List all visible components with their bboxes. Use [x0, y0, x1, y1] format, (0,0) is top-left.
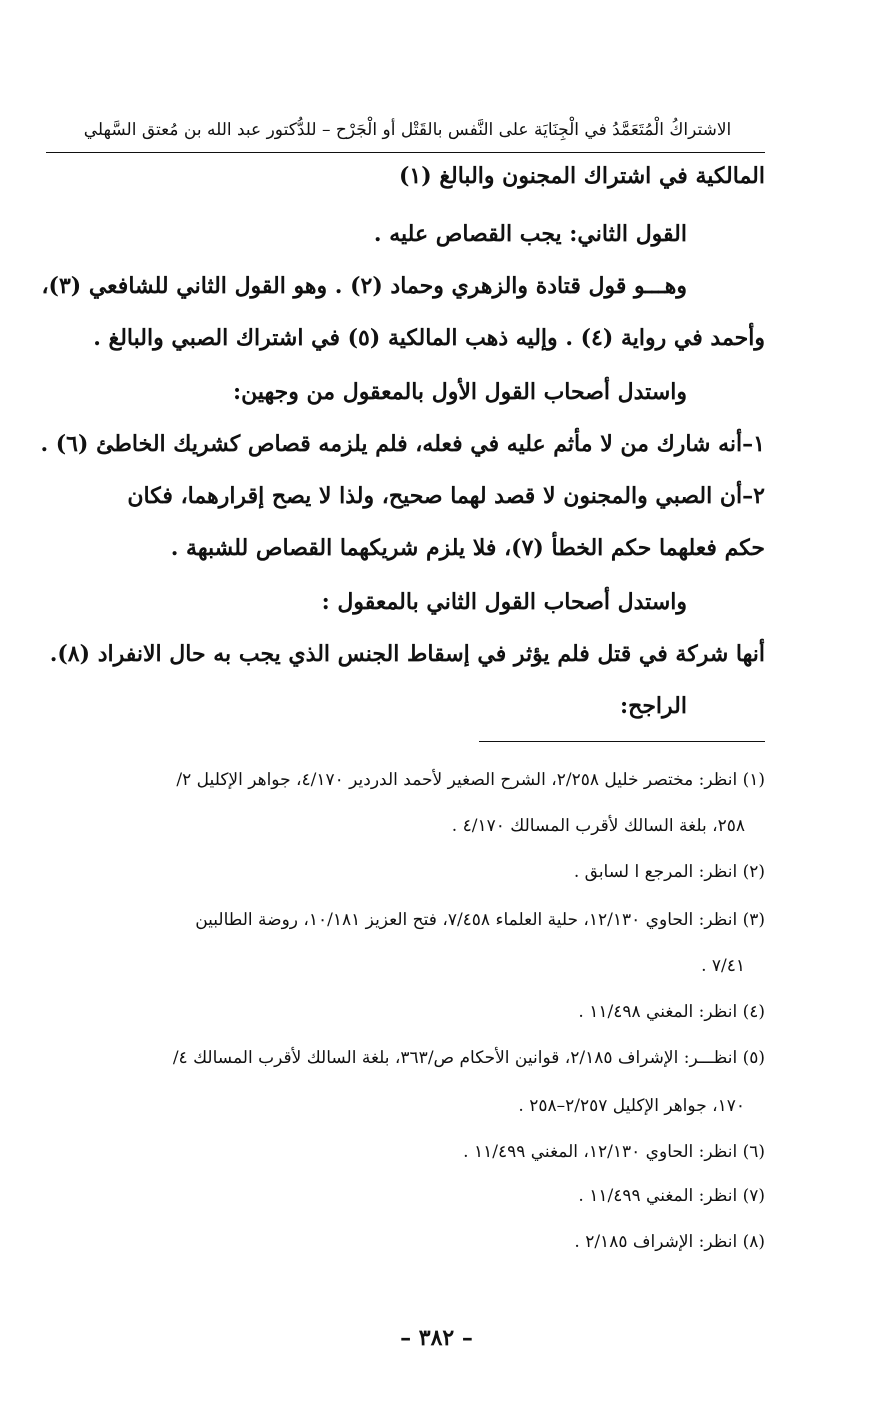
footnote-line: (٥) انظـــر: الإشراف ٢/١٨٥، قوانين الأحكام ص/٣٦٣، بلغة السالك لأقرب المسالك ٤/: [172, 1048, 765, 1068]
footnote-line: (٢) انظر: المرجع ا لسابق .: [573, 862, 765, 882]
body-line: القول الثاني: يجب القصاص عليه .: [373, 221, 687, 247]
footnote-line: ٢٥٨، بلغة السالك لأقرب المسالك ٤/١٧٠ .: [451, 816, 745, 836]
footnote-line: (٣) انظر: الحاوي ١٢/١٣٠، حلية العلماء ٧/٤٥٨، فتح العزيز ١٠/١٨١، روضة الطالبين: [195, 910, 765, 930]
body-line: ٢–أن الصبي والمجنون لا قصد لهما صحيح، ولذا لا يصح إقرارهما، فكان: [127, 483, 765, 509]
page-number: – ٣٨٢ –: [400, 1325, 473, 1351]
footnote-line: (٧) انظر: المغني ١١/٤٩٩ .: [578, 1186, 765, 1206]
body-line: المالكية في اشتراك المجنون والبالغ (١): [399, 163, 765, 189]
running-header: الاشتراكُ الْمُتَعَمَّدُ في الْجِنَايَة على النَّفس بالقَتْل أو الْجَرْح – للدُّكتور عبد الله بن مُعتق السَّهلي: [83, 120, 732, 140]
footnote-line: ٧/٤١ .: [701, 956, 745, 976]
body-line: أنها شركة في قتل فلم يؤثر في إسقاط الجنس الذي يجب به حال الانفراد (٨).: [49, 641, 765, 667]
body-line: واستدل أصحاب القول الأول بالمعقول من وجهين:: [232, 379, 687, 405]
footnote-rule: [479, 741, 765, 742]
body-line: حكم فعلهما حكم الخطأ (٧)، فلا يلزم شريكهما القصاص للشبهة .: [170, 535, 765, 561]
body-line: وهـــو قول قتادة والزهري وحماد (٢) . وهو القول الثاني للشافعي (٣)،: [41, 273, 687, 299]
body-line: وأحمد في رواية (٤) . وإليه ذهب المالكية (٥) في اشتراك الصبي والبالغ .: [93, 325, 765, 351]
footnote-line: (٨) انظر: الإشراف ٢/١٨٥ .: [574, 1232, 765, 1252]
footnote-line: (٦) انظر: الحاوي ١٢/١٣٠، المغني ١١/٤٩٩ .: [463, 1142, 765, 1162]
body-line: واستدل أصحاب القول الثاني بالمعقول :: [321, 589, 687, 615]
footnote-line: (١) انظر: مختصر خليل ٢/٢٥٨، الشرح الصغير لأحمد الدردير ٤/١٧٠، جواهر الإكليل ٢/: [176, 770, 765, 790]
footnote-line: (٤) انظر: المغني ١١/٤٩٨ .: [578, 1002, 765, 1022]
section-heading: الراجح:: [620, 693, 687, 719]
body-line: ١–أنه شارك من لا مأثم عليه في فعله، فلم يلزمه قصاص كشريك الخاطئ (٦) .: [40, 431, 765, 457]
footnote-line: ١٧٠، جواهر الإكليل ٢/٢٥٧–٢٥٨ .: [518, 1096, 745, 1116]
header-rule: [46, 152, 765, 153]
